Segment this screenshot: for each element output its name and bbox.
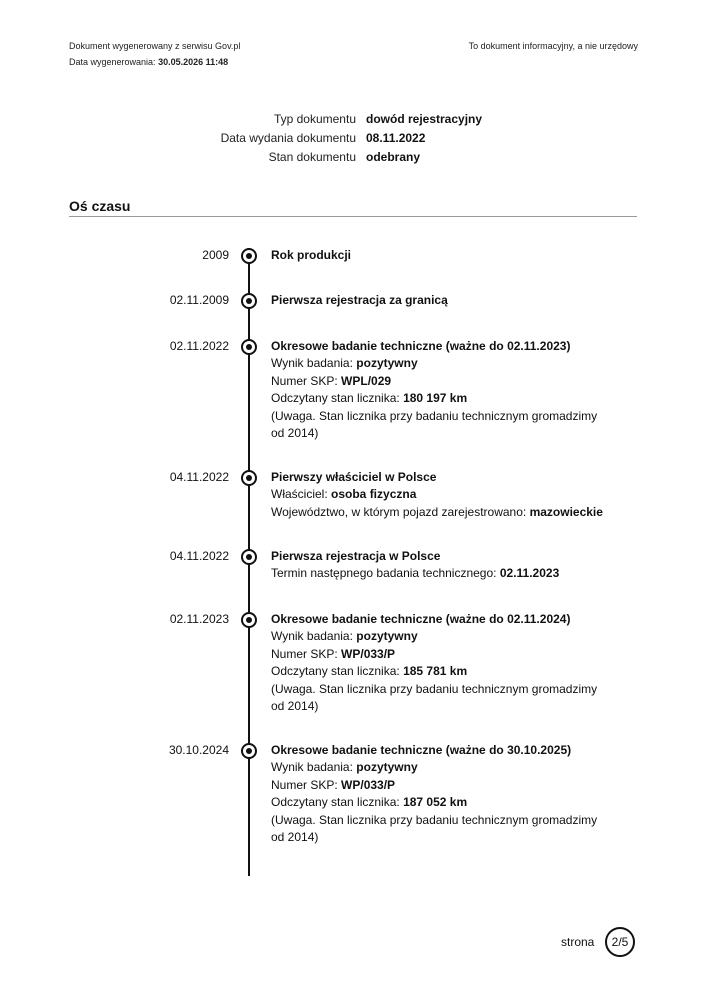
- page-label: strona: [561, 935, 595, 949]
- entry-title: Okresowe badanie techniczne (ważne do 30.10.2025): [271, 743, 572, 757]
- skp-value: WP/033/P: [341, 646, 396, 661]
- header-source-text: Dokument wygenerowany z serwisu Gov.pl: [69, 41, 241, 51]
- result-value: pozytywny: [356, 356, 418, 371]
- inspection-result: [271, 628, 611, 645]
- next-inspection-value: 02.11.2023: [499, 566, 560, 581]
- result-label: Wynik badania:: [271, 356, 353, 371]
- header-generated-date: [69, 57, 228, 67]
- odometer-value: 187 052 km: [403, 795, 468, 810]
- entry-date: 04.11.2022: [169, 470, 229, 484]
- odometer-value: 185 781 km: [403, 664, 468, 679]
- odometer-note: (Uwaga. Stan licznika przy badaniu technicznym gromadzimy od 2014): [271, 408, 598, 441]
- inspection-result: [271, 759, 611, 776]
- owner-label: Właściciel:: [271, 487, 328, 502]
- entry-body: [271, 338, 611, 442]
- skp-number: [271, 777, 611, 794]
- header-disclaimer: To dokument informacyjny, a nie urzędowy: [468, 41, 638, 51]
- odometer-label: Odczytany stan licznika:: [271, 664, 400, 679]
- entry-date: 04.11.2022: [169, 549, 229, 563]
- timeline-marker-icon: [241, 612, 257, 628]
- meta-row-type: [180, 110, 640, 129]
- skp-number: [271, 373, 611, 390]
- timeline-marker-icon: [241, 248, 257, 264]
- entry-title: Pierwsza rejestracja w Polsce: [271, 549, 441, 563]
- next-inspection: [271, 565, 651, 582]
- entry-date: 02.11.2022: [169, 339, 229, 353]
- registration-region: [271, 504, 651, 521]
- timeline-marker-icon: [241, 293, 257, 309]
- entry-body: [271, 742, 611, 846]
- odometer-reading: [271, 663, 611, 680]
- meta-row-issue-date: [180, 129, 640, 148]
- result-label: Wynik badania:: [271, 760, 353, 775]
- meta-value: 08.11.2022: [366, 131, 426, 145]
- timeline-marker-icon: [241, 549, 257, 565]
- skp-value: WP/033/P: [341, 777, 396, 792]
- inspection-result: [271, 355, 611, 372]
- skp-number: [271, 646, 611, 663]
- section-divider: [69, 216, 637, 217]
- meta-label: Data wydania dokumentu: [220, 131, 356, 145]
- entry-body: [271, 469, 651, 521]
- entry-body: [271, 548, 651, 583]
- result-value: pozytywny: [356, 629, 418, 644]
- skp-label: Numer SKP:: [271, 777, 338, 792]
- page-number: 2/5: [605, 927, 635, 957]
- meta-value: dowód rejestracyjny: [366, 112, 483, 126]
- odometer-reading: [271, 390, 611, 407]
- timeline-marker-icon: [241, 339, 257, 355]
- skp-label: Numer SKP:: [271, 646, 338, 661]
- entry-date: 02.11.2009: [169, 293, 229, 307]
- odometer-label: Odczytany stan licznika:: [271, 795, 400, 810]
- owner-type: [271, 486, 651, 503]
- entry-title: Pierwszy właściciel w Polsce: [271, 470, 437, 484]
- meta-value: odebrany: [366, 150, 421, 164]
- odometer-value: 180 197 km: [403, 391, 468, 406]
- entry-body: [271, 611, 611, 715]
- odometer-label: Odczytany stan licznika:: [271, 391, 400, 406]
- section-title: Oś czasu: [69, 198, 131, 214]
- result-label: Wynik badania:: [271, 629, 353, 644]
- skp-value: WPL/029: [341, 373, 392, 388]
- generated-value: 30.05.2026 11:48: [158, 57, 229, 67]
- meta-label: Typ dokumentu: [273, 112, 356, 126]
- generated-label: Data wygenerowania:: [69, 57, 156, 67]
- entry-date: 02.11.2023: [169, 612, 229, 626]
- document-meta: [180, 110, 640, 167]
- result-value: pozytywny: [356, 760, 418, 775]
- skp-label: Numer SKP:: [271, 373, 338, 388]
- odometer-note: (Uwaga. Stan licznika przy badaniu technicznym gromadzimy od 2014): [271, 681, 598, 714]
- region-label: Województwo, w którym pojazd zarejestrowano:: [271, 504, 527, 519]
- meta-row-status: [180, 148, 640, 167]
- entry-title: Okresowe badanie techniczne (ważne do 02.11.2024): [271, 612, 571, 626]
- timeline-marker-icon: [241, 743, 257, 759]
- entry-title: Rok produkcji: [271, 248, 352, 262]
- odometer-reading: [271, 794, 611, 811]
- timeline-marker-icon: [241, 470, 257, 486]
- entry-title: Okresowe badanie techniczne (ważne do 02.11.2023): [271, 339, 571, 353]
- entry-title: Pierwsza rejestracja za granicą: [271, 293, 448, 307]
- entry-date: 30.10.2024: [168, 743, 229, 757]
- entry-body: [271, 292, 611, 309]
- entry-body: [271, 247, 611, 264]
- meta-label: Stan dokumentu: [268, 150, 356, 164]
- owner-value: osoba fizyczna: [331, 487, 417, 502]
- odometer-note: (Uwaga. Stan licznika przy badaniu technicznym gromadzimy od 2014): [271, 812, 598, 845]
- next-inspection-label: Termin następnego badania technicznego:: [271, 566, 497, 581]
- region-value: mazowieckie: [529, 504, 603, 519]
- entry-date: 2009: [202, 248, 229, 262]
